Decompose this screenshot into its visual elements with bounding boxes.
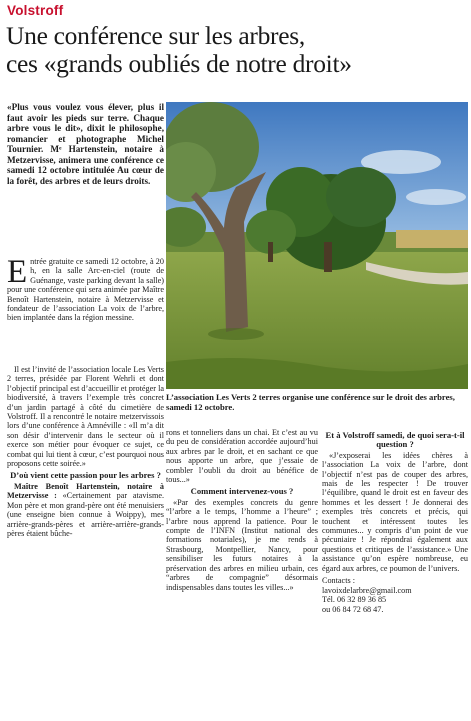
article-photo <box>166 102 468 389</box>
question-heading: Et à Volstroff samedi, de quoi sera-t-il question ? <box>325 430 465 450</box>
title-line-2: ces «grands oubliés de notre droit» <box>6 49 352 78</box>
answer-text: «Certainement par atavisme. Mon père et mon grand-père ont été menuisiers (une enseigne bien connue à Woippy), mes arrière-grands-pères et arrière-arrière-grands-pères étaient bûche- <box>7 491 164 538</box>
title-line-1: Une conférence sur les arbres, <box>6 21 305 50</box>
contact-phone-1: Tél. 06 32 89 36 85 <box>322 595 387 605</box>
question-heading: Comment intervenez-vous ? <box>190 486 294 497</box>
intro-text: ntrée gratuite ce samedi 12 octobre, à 20 h, en la salle Arc-en-ciel (route de Guénange, vaste parking devant la salle) pour une conférence qui sera animée par Maître Benoît Hartenstein, notaire à Metzervisse et fondateur de l’association La voix de l’arbre, bien implantée dans la région messine. <box>7 257 164 323</box>
contacts-block <box>322 576 468 614</box>
drop-cap: E <box>7 254 28 290</box>
paragraph <box>7 482 164 538</box>
column-3 <box>322 428 468 614</box>
article-title <box>6 22 468 78</box>
photo-caption: L’association Les Verts 2 terres organise une conférence sur le droit des arbres, samedi 12 octobre. <box>166 392 455 412</box>
speaker-label: Maître Benoît Hartenstein, notaire à Metzervisse : <box>7 481 164 501</box>
contact-phone-2: ou 06 84 72 68 47. <box>322 604 384 614</box>
contacts-label: Contacts : <box>322 576 355 586</box>
column-2 <box>166 428 318 593</box>
intro-paragraph <box>7 254 164 323</box>
tree-photo-illustration <box>166 102 468 389</box>
article-lead: «Plus vous voulez vous élever, plus il faut avoir les pieds sur terre. Chaque arbre vous le dit», dixit le philosophe, romancier et photographe Michel Tournier. Mᵉ Hartenstein, notaire à Metzervisse, animera une conférence ce samedi 12 octobre intitulée Au cœur de la forêt, des arbres et de leurs droits. <box>7 102 164 186</box>
column-1 <box>7 365 164 539</box>
paragraph: Il est l’invité de l’association locale Les Verts 2 terres, présidée par Florent Wehrli et dont l’objectif principal est d’accueillir et protéger la biodiversité, à travers l’exemple très concret d’un jardin partagé à côté du cimetière de Volstroff. Il a rencontré le notaire metzervissois lors d’une conférence à Amnéville : «Il m’a dit son désir d’intervenir dans le secteur où il exerce son métier pour évoquer ce sujet, ce combat qui lui tient à cœur, c’est pourquoi nous proposons cette soirée.» <box>7 365 164 469</box>
paragraph: rons et tonneliers dans un chai. Et c’est au vu du peu de considération accordée aujourd’hui aux arbres par le droit, et en sachant ce que nous apporte un arbre, que j’essaie de combler l’oubli du droit au bénéfice de tous...» <box>166 428 318 485</box>
question-heading: D’où vient cette passion pour les arbres ? <box>10 470 161 481</box>
paragraph: «J’exposerai les idées chères à l’association La voix de l’arbre, dont l’objectif n’est pas de couper des arbres, mais de les respecter ! De trouver l’équilibre, quand le droit est en faveur des hommes et les dessert ! Je donnerai des exemples très concrets et précis, qui touchent et intéressent toutes les communes... y compris d’un point de vue pécuniaire ! Je répondrai également aux questions et critiques de l’assistance.» Une assistance qu’on espère nombreuse, eu égard aux arbres, ce poumon de l’univers. <box>322 450 468 573</box>
kicker-location: Volstroff <box>7 3 64 18</box>
paragraph: «Par des exemples concrets du genre “l’arbre a le temps, l’homme a l’heure” ; l’arbre nous apprend la patience. Pour le compte de l’INFN (Institut national des formations notariales), je me rends à Strasbourg, Montpellier, Nancy, pour sensibiliser les futurs notaires à la préservation des arbres en milieu urbain, ces “arbres de compagnie” désormais indispensables dans toutes les villes...» <box>166 497 318 592</box>
contact-email: lavoixdelarbre@gmail.com <box>322 585 412 595</box>
